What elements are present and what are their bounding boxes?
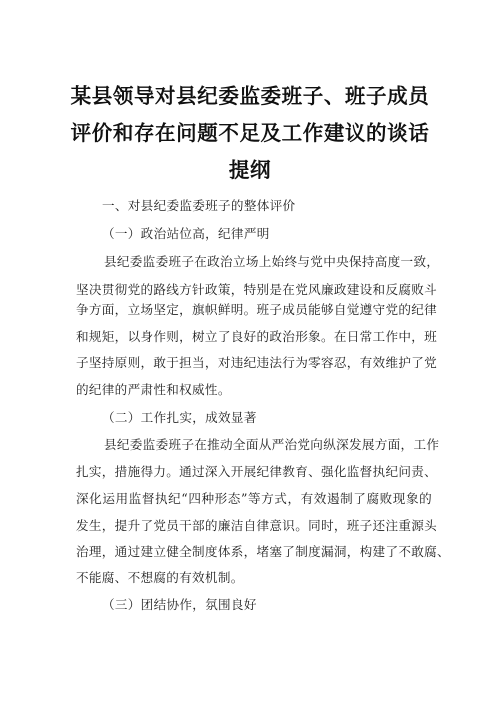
document-title-line-1: 某县领导对县纪委监委班子、班子成员 xyxy=(70,84,430,108)
paragraph-line: 争方面，立场坚定，旗帜鲜明。班子成员能够自觉遵守党的纪律 xyxy=(76,302,438,317)
paragraph-line: 子坚持原则，敢于担当，对违纪违法行为零容忍，有效维护了党 xyxy=(76,355,438,370)
paragraph-line: 和规矩，以身作则，树立了良好的政治形象。在日常工作中，班 xyxy=(76,329,438,344)
paragraph-line: 发生，提升了党员干部的廉洁自律意识。同时，班子还注重源头 xyxy=(76,518,438,533)
paragraph-line: 扎实，措施得力。通过深入开展纪律教育、强化监督执纪问责、 xyxy=(76,464,438,479)
document-title-line-2: 评价和存在问题不足及工作建议的谈话 xyxy=(70,121,430,145)
paragraph-line: 不能腐、不想腐的有效机制。 xyxy=(76,570,244,585)
section-heading: 一、对县纪委监委班子的整体评价 xyxy=(102,198,296,213)
paragraph-line: 深化运用监督执纪“四种形态”等方式，有效遏制了腐败现象的 xyxy=(76,491,432,506)
subsection-heading-3: （三）团结协作，氛围良好 xyxy=(102,597,257,612)
paragraph-line: 的纪律的严肃性和权威性。 xyxy=(76,382,231,397)
paragraph-line: 县纪委监委班子在推动全面从严治党向纵深发展方面，工作 xyxy=(104,437,440,452)
subsection-heading-2: （二）工作扎实，成效显著 xyxy=(102,410,257,425)
subsection-heading-1: （一）政治站位高，纪律严明 xyxy=(102,226,270,241)
document-title-line-3: 提纲 xyxy=(228,158,272,182)
paragraph-line: 坚决贯彻党的路线方针政策，特别是在党风廉政建设和反腐败斗 xyxy=(76,282,438,297)
paragraph-line: 县纪委监委班子在政治立场上始终与党中央保持高度一致， xyxy=(104,254,440,269)
paragraph-line: 治理，通过建立健全制度体系，堵塞了制度漏洞，构建了不敢腐、 xyxy=(76,544,450,559)
